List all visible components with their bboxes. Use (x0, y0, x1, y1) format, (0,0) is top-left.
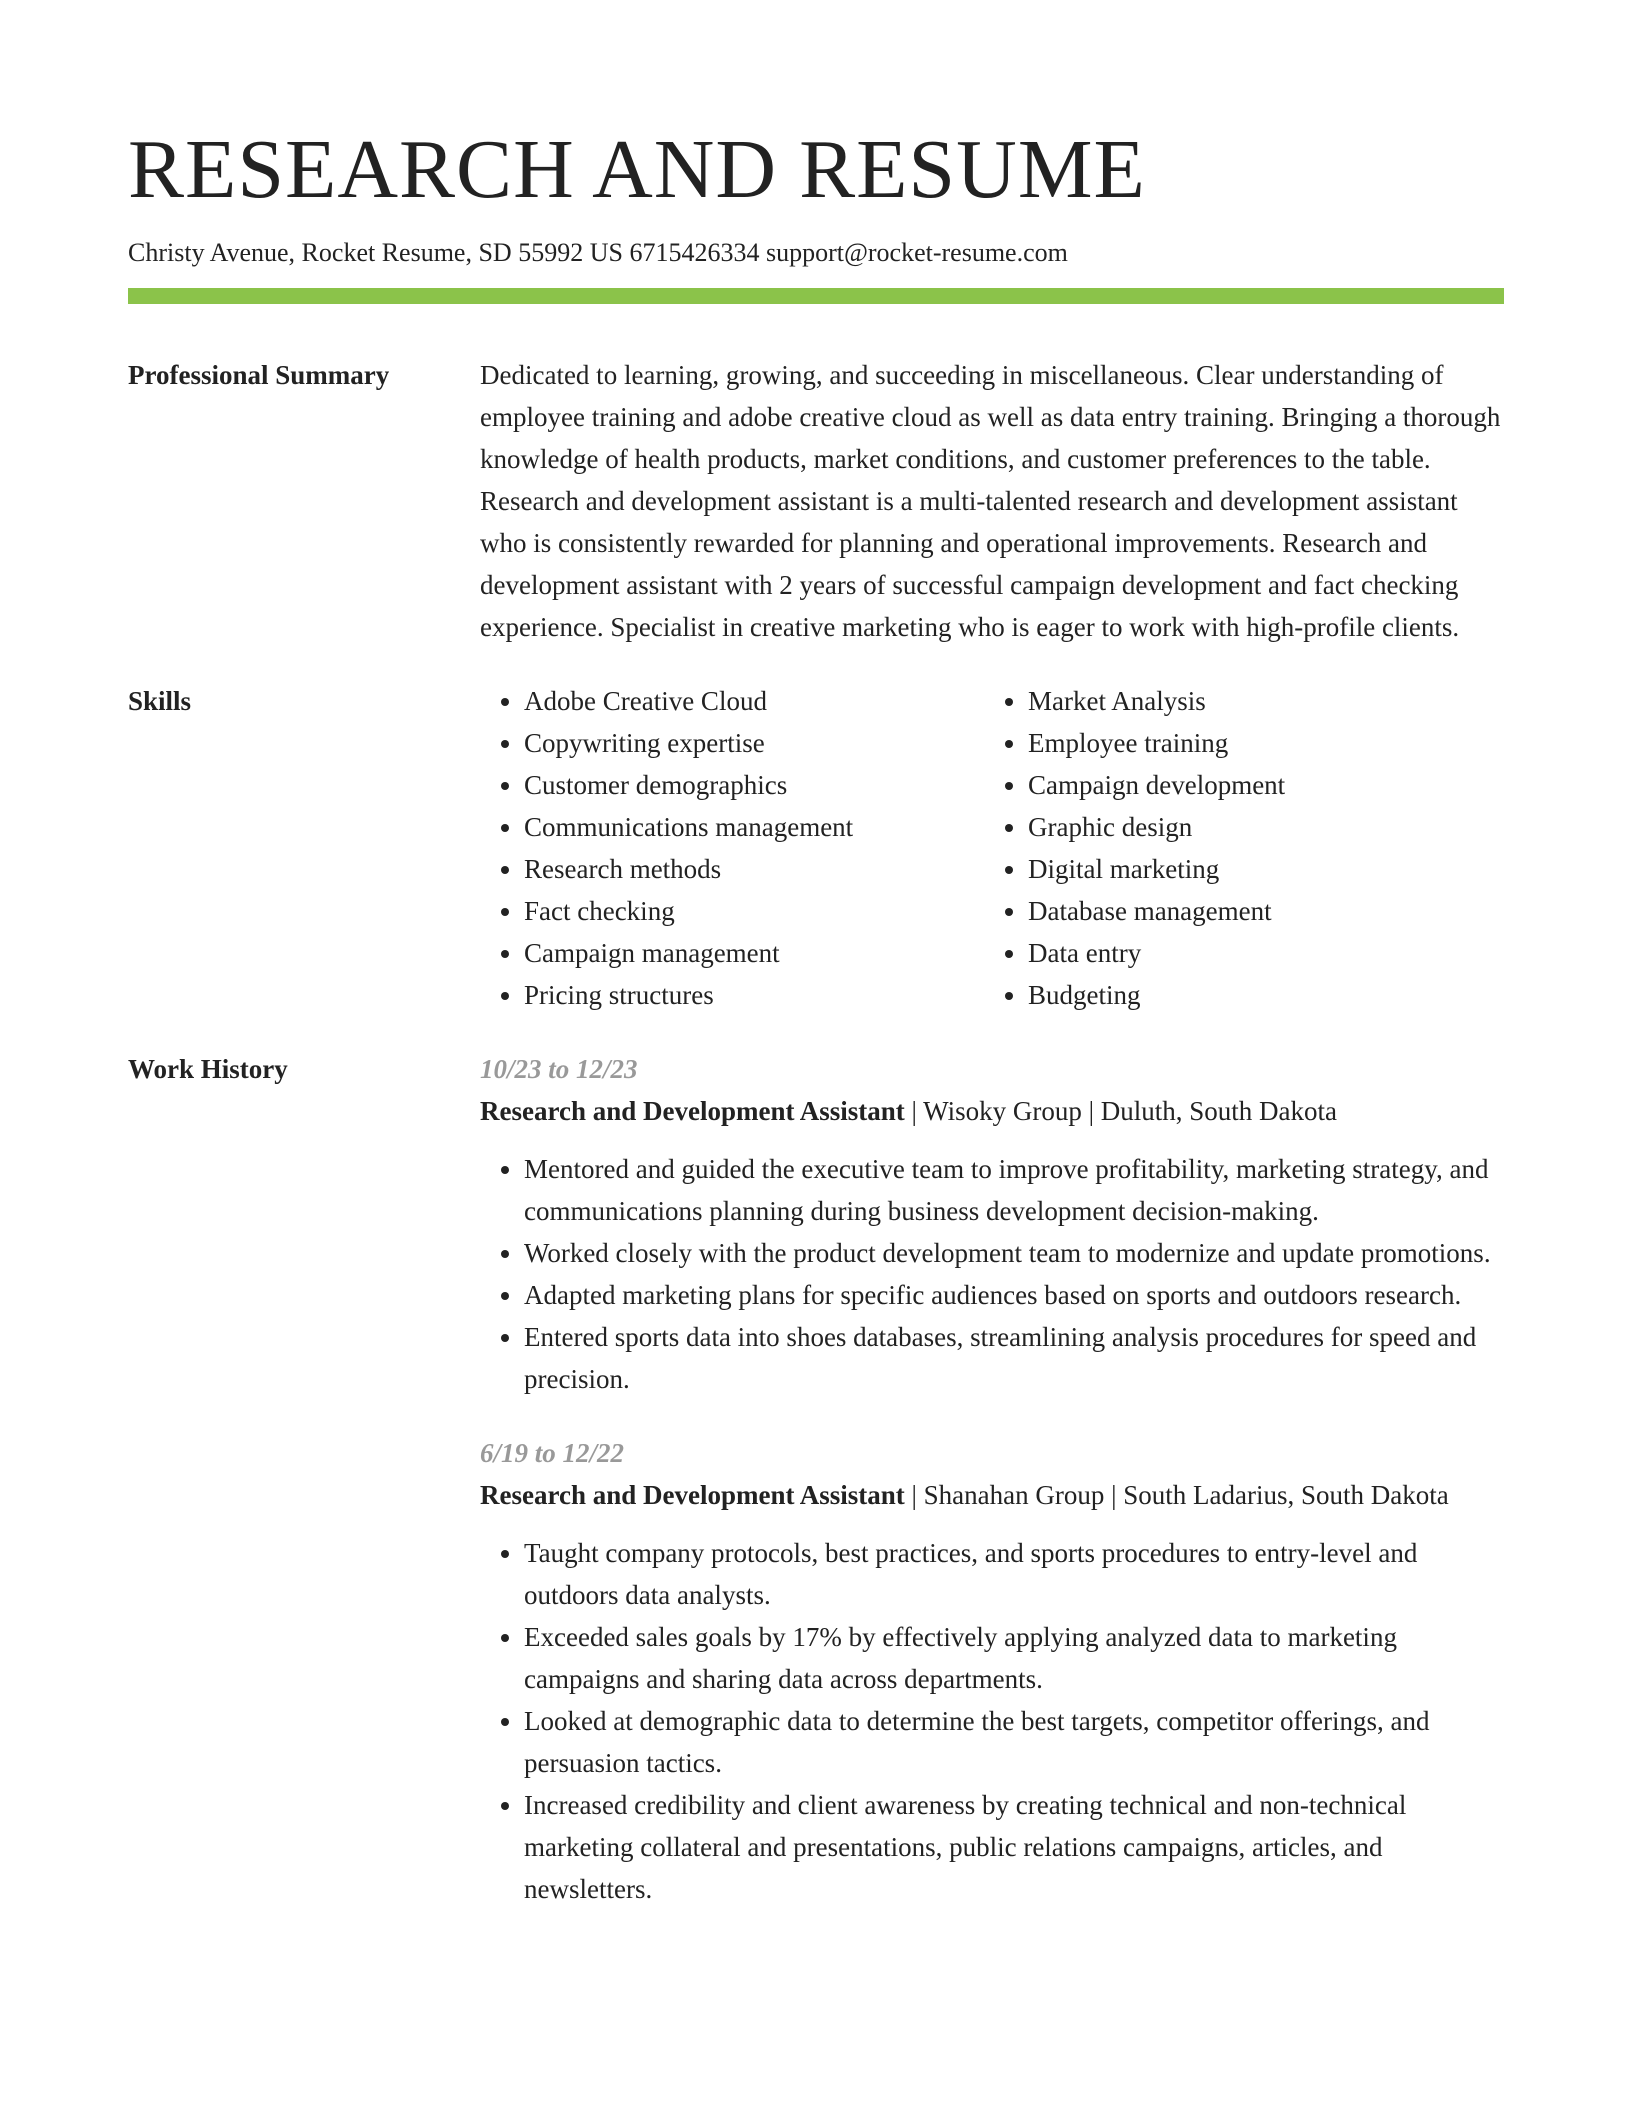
work-history-section (128, 1048, 1504, 1910)
skill-item: • Adobe Creative Cloud (524, 680, 984, 722)
skills-list-left (480, 680, 984, 1016)
job-title: Research and Development Assistant (480, 1096, 905, 1126)
skill-item: • Communications management (524, 806, 984, 848)
job-title-line (480, 1474, 1504, 1516)
work-history-body (480, 1048, 1504, 1910)
skill-item: • Market Analysis (1028, 680, 1285, 722)
skill-item: • Fact checking (524, 890, 984, 932)
job-bullet: • Entered sports data into shoes databases, streamlining analysis procedures for speed and precision. (524, 1316, 1504, 1400)
work-history-heading: Work History (128, 1054, 288, 1084)
skill-item: • Customer demographics (524, 764, 984, 806)
contact-email: support@rocket-resume.com (765, 238, 1068, 267)
skill-item: • Campaign development (1028, 764, 1285, 806)
skill-item: • Pricing structures (524, 974, 984, 1016)
job-title-line (480, 1090, 1504, 1132)
skills-list-right (984, 680, 1285, 1016)
skill-item: • Employee training (1028, 722, 1285, 764)
job-bullet: • Exceeded sales goals by 17% by effectively applying analyzed data to marketing campaigns and sharing data across departments. (524, 1616, 1504, 1700)
skill-item: • Database management (1028, 890, 1285, 932)
contact-line (128, 236, 1504, 270)
summary-section (128, 354, 1504, 648)
job-entry (480, 1432, 1504, 1910)
job-bullets (480, 1148, 1504, 1400)
job-details: | Wisoky Group | Duluth, South Dakota (904, 1096, 1337, 1126)
job-bullet: • Mentored and guided the executive team to improve profitability, marketing strategy, and communications planning during business development decision-making. (524, 1148, 1504, 1232)
skill-item: • Research methods (524, 848, 984, 890)
skill-item: • Copywriting expertise (524, 722, 984, 764)
job-entry (480, 1048, 1504, 1400)
summary-heading: Professional Summary (128, 360, 390, 390)
skill-item: • Campaign management (524, 932, 984, 974)
job-bullet: • Worked closely with the product development team to modernize and update promotions. (524, 1232, 1504, 1274)
skills-section (128, 680, 1504, 1016)
contact-phone: 6715426334 (629, 238, 760, 267)
job-details: | Shanahan Group | South Ladarius, South Dakota (904, 1480, 1449, 1510)
job-bullet: • Looked at demographic data to determine the best targets, competitor offerings, and persuasion tactics. (524, 1700, 1504, 1784)
accent-divider (128, 288, 1504, 304)
resume-name: RESEARCH AND RESUME (128, 123, 1146, 216)
job-bullets (480, 1532, 1504, 1910)
skill-item: • Budgeting (1028, 974, 1285, 1016)
skills-columns (480, 680, 1504, 1016)
skill-item: • Graphic design (1028, 806, 1285, 848)
skill-item: • Data entry (1028, 932, 1285, 974)
job-dates: 10/23 to 12/23 (480, 1054, 638, 1084)
job-title: Research and Development Assistant (480, 1480, 905, 1510)
job-bullet: • Adapted marketing plans for specific audiences based on sports and outdoors research. (524, 1274, 1504, 1316)
job-bullet: • Taught company protocols, best practices, and sports procedures to entry-level and outdoors data analysts. (524, 1532, 1504, 1616)
skills-heading: Skills (128, 686, 192, 716)
summary-text: Dedicated to learning, growing, and succeeding in miscellaneous. Clear understanding of employee training and adobe creative cloud as well as data entry training. Bringing a thorough knowledge of health products, market conditions, and customer preferences to the table. Research and development assistant is a multi-talented research and development assistant who is consistently rewarded for planning and operational improvements. Research and development assistant with 2 years of successful campaign development and fact checking experience. Specialist in creative marketing who is eager to work with high-profile clients. (480, 360, 1501, 642)
job-bullet: • Increased credibility and client awareness by creating technical and non-technical marketing collateral and presentations, public relations campaigns, articles, and newsletters. (524, 1784, 1504, 1910)
contact-address: Christy Avenue, Rocket Resume, SD 55992 US (128, 238, 623, 267)
job-dates: 6/19 to 12/22 (480, 1438, 625, 1468)
skills-body (480, 680, 1504, 1016)
skill-item: • Digital marketing (1028, 848, 1285, 890)
